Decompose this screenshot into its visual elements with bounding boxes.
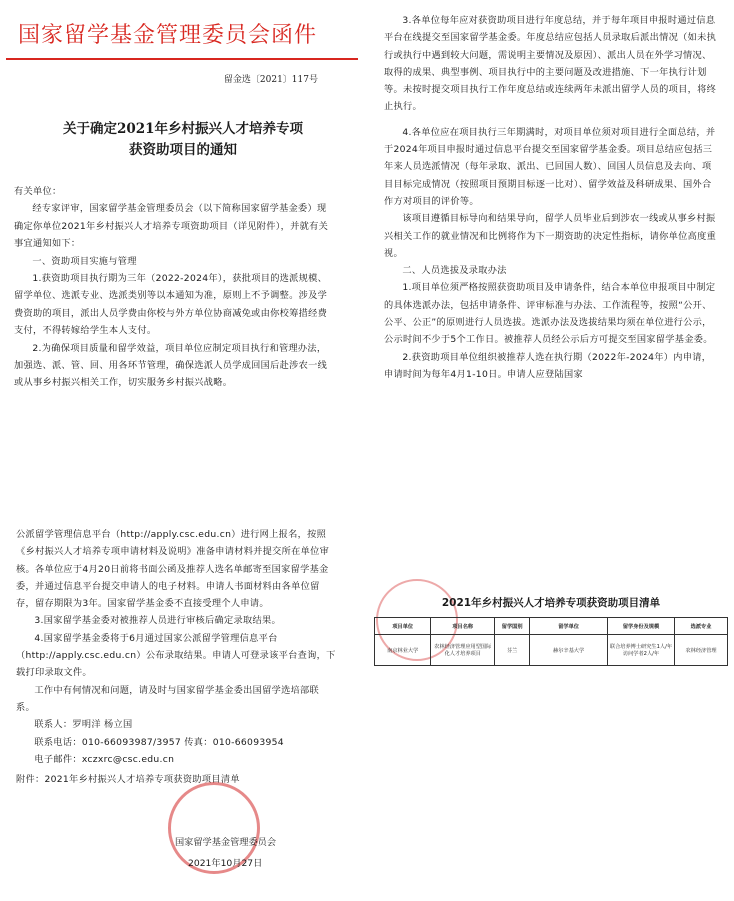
item-1-3: 3.各单位每年应对获资助项目进行年度总结，并于每年项目申报时通过信息平台在线提交至国家留学基金委。年度总结应包括人员录取后派出情况（如未执行或执行中遇到较大问题，需说明主要情况及原因）、派出人员在外学习情况、取得的成果、典型事例、项目执行中的主要问题及改进措施、下一年执行计划等。未按时提交项目执行工作年度总结或连续两年未派出留学人员的项目，将终止执行。 — [384, 15, 717, 113]
signature-org: 国家留学基金管理委员会 — [175, 837, 277, 848]
item-2-2-continued: 公派留学管理信息平台（http://apply.csc.edu.cn）进行网上报名，按照《乡村振兴人才培养专项申请材料及说明》准备申请材料并提交所在单位审核。各单位应于4月20日前将书面公函及推荐人选名单邮寄至国家留学基金委，并通过信息平台提交申请人的电子材料。申请人书面材料由各单位留存，留存期限为3年。国家留学基金委不直接受理个人申请。 — [16, 529, 330, 610]
section-heading-1: 一、资助项目实施与管理 — [32, 255, 137, 267]
table-header-cell: 项目名称 — [431, 618, 495, 635]
title-line-1: 关于确定2021年乡村振兴人才培养专项 — [62, 121, 304, 137]
page-3 — [0, 520, 366, 901]
table-header-cell: 项目单位 — [375, 618, 431, 635]
page-1-body — [14, 183, 332, 392]
red-rule — [6, 58, 358, 60]
title-line-2: 获资助项目的通知 — [129, 142, 237, 158]
section-heading-2: 二、人员选拔及录取办法 — [402, 265, 507, 277]
item-1-2: 2.为确保项目质量和留学效益，项目单位应制定项目执行和管理办法，加强选、派、管、回、用各环节管理，确保选派人员学成回国后赴涉农一线或从事乡村振兴相关工作，切实服务乡村振兴战略。 — [14, 342, 328, 389]
signature-date: 2021年10月27日 — [188, 858, 263, 869]
page-3-body — [16, 526, 336, 788]
table-cell: 联合培养博士研究生1人/年 访问学者2人/年 — [607, 635, 674, 666]
item-1-4: 4.各单位应在项目执行三年期满时，对项目单位须对项目进行全面总结，并于2024年项目申报时通过信息平台提交至国家留学基金委。项目总结应包括三年来人员选派情况（每年录取、派出、已回国人数）、回国人员信息及去向、项目目标完成情况（按照项目预期目标逐一比对）、留学效益及科研成果、国外合作方对项目的评价等。 — [384, 126, 716, 207]
page-2 — [368, 0, 734, 492]
guidance-paragraph: 该项目遵循目标导向和结果导向，留学人员毕业后到涉农一线或从事乡村振兴相关工作的就业情况和比例将作为下一期资助的决定性指标，请你单位高度重视。 — [384, 213, 717, 259]
table-cell: 农林经济管理 — [675, 635, 728, 666]
contact-email: 电子邮件：xczxrc@csc.edu.cn — [34, 753, 175, 765]
table-row — [375, 635, 728, 666]
salutation: 有关单位： — [14, 186, 62, 197]
intro-paragraph: 经专家评审，国家留学基金管理委员会（以下简称国家留学基金委）现确定你单位2021年乡村振兴人才培养专项资助项目（详见附件），并就有关事宜通知如下： — [14, 203, 329, 250]
contact-note: 工作中有何情况和问题，请及时与国家留学基金委出国留学选培部联系。 — [16, 684, 320, 713]
contact-phone: 联系电话：010-66093987/3957 传真：010-66093954 — [34, 736, 284, 748]
attachment-note: 附件：2021年乡村振兴人才培养专项获资助项目清单 — [16, 774, 240, 786]
table-header-cell: 留学身份及规模 — [607, 618, 674, 635]
project-table — [374, 617, 728, 666]
document-number: 留金选〔2021〕117号 — [223, 75, 318, 85]
table-title: 2021年乡村振兴人才培养专项获资助项目清单 — [441, 597, 661, 609]
table-cell: 农林经济管理应用型国际化人才培养项目 — [431, 635, 495, 666]
page-1 — [0, 0, 366, 492]
letterhead: 国家留学基金管理委员会函件 — [18, 23, 318, 48]
page-2-body — [384, 12, 718, 383]
item-2-3: 3.国家留学基金委对被推荐人员进行审核后确定录取结果。 — [34, 615, 281, 627]
table-header-cell: 留学单位 — [530, 618, 608, 635]
table-header-cell: 留学国别 — [495, 618, 530, 635]
item-2-2: 2.获资助项目单位组织被推荐人选在执行期（2022年-2024年）内申请，申请时间为每年4月1-10日。申请人应登陆国家 — [384, 351, 712, 380]
table-cell: 南京林业大学 — [375, 635, 431, 666]
table-cell: 芬兰 — [495, 635, 530, 666]
page-4 — [368, 575, 734, 685]
contact-persons: 联系人：罗明洋 杨立国 — [34, 719, 133, 731]
table-header-cell: 选派专业 — [675, 618, 728, 635]
table-cell: 赫尔辛基大学 — [530, 635, 608, 666]
item-1-1: 1.获资助项目执行期为三年（2022-2024年），获批项目的选派规模、留学单位、选派专业、选派类别等以本通知为准，原则上不予调整。涉及学费资助的项目，派出人员学费由你校与外方单位协商减免或由你校筹措经费支付，不得转嫁给学生本人支付。 — [14, 273, 328, 337]
item-2-4: 4.国家留学基金委将于6月通过国家公派留学管理信息平台（http://apply.csc.edu.cn）公布录取结果。申请人可登录该平台查询，下载打印录取文件。 — [16, 632, 336, 679]
item-2-1: 1.项目单位须严格按照获资助项目及申请条件，结合本单位申报项目中制定的具体选派办法，包括申请条件、评审标准与办法、工作流程等，按照“公开、公平、公正”的原则进行人员选拔。选派办法及选拔结果均须在单位进行公示，公示时间不少于5个工作日。被推荐人员经公示后方可提交至国家留学基金委。 — [384, 282, 716, 346]
table-header-row — [375, 618, 728, 635]
